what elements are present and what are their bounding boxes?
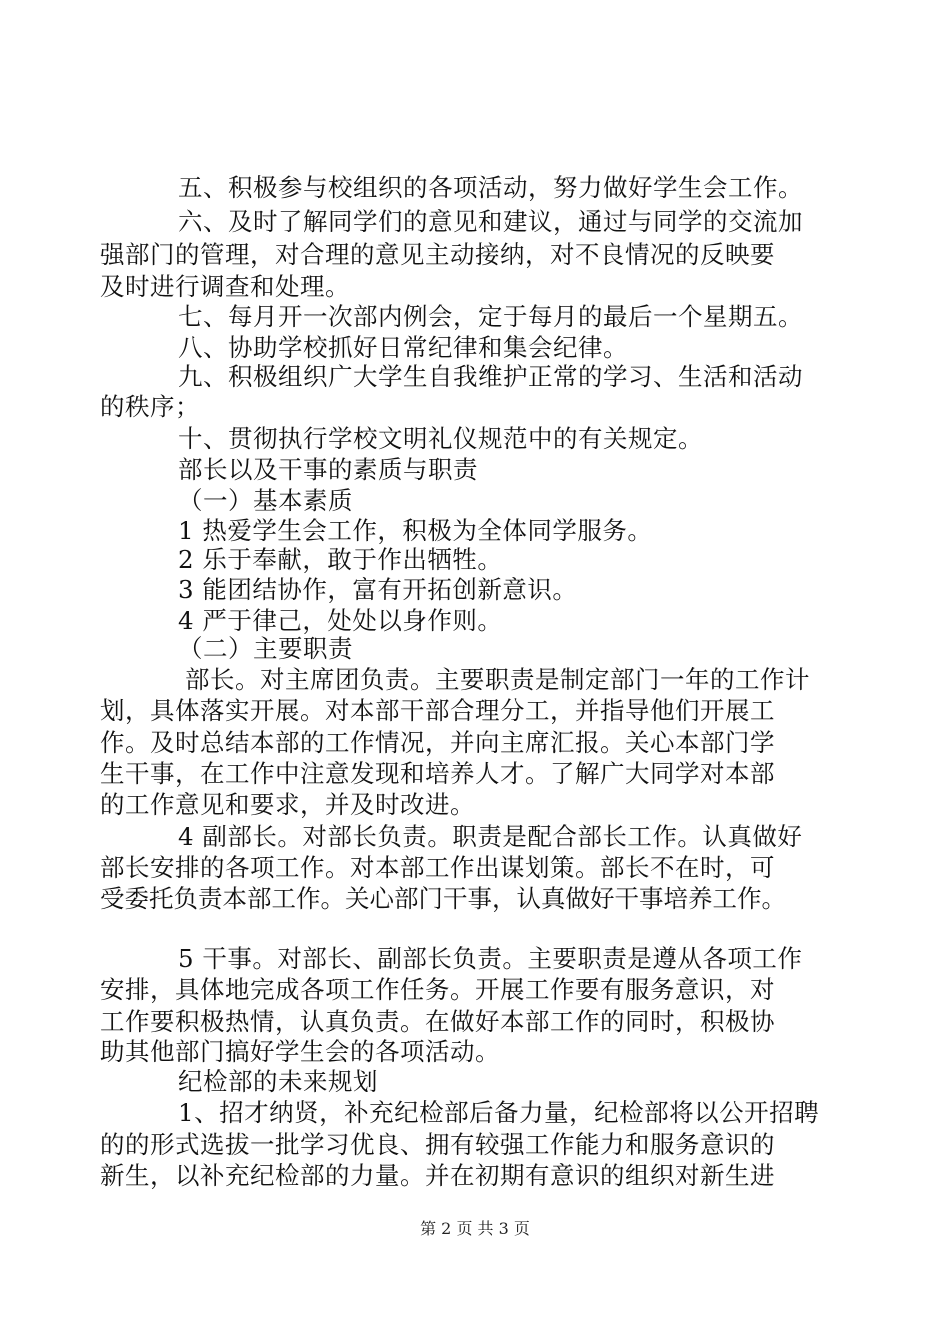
text-line: 五、积极参与校组织的各项活动，努力做好学生会工作。	[178, 173, 803, 202]
section-heading: 部长以及干事的素质与职责	[178, 455, 478, 484]
list-item: 3 能团结协作，富有开拓创新意识。	[178, 575, 578, 604]
page-number-footer: 第 2 页 共 3 页	[420, 1219, 530, 1238]
text-line: 作。及时总结本部的工作情况，并向主席汇报。关心本部门学	[100, 728, 775, 757]
list-item: 4 严于律己，处处以身作则。	[178, 606, 503, 635]
list-item: 2 乐于奉献，敢于作出牺牲。	[178, 545, 503, 574]
text-line: 4 副部长。对部长负责。职责是配合部长工作。认真做好	[178, 822, 803, 851]
subsection-heading: （一）基本素质	[178, 486, 353, 515]
text-line: 的秩序；	[100, 392, 200, 421]
text-line: 六、及时了解同学们的意见和建议，通过与同学的交流加	[178, 207, 803, 236]
text-line: 助其他部门搞好学生会的各项活动。	[100, 1037, 500, 1066]
text-line: 十、贯彻执行学校文明礼仪规范中的有关规定。	[178, 424, 703, 453]
text-line: 九、积极组织广大学生自我维护正常的学习、生活和活动	[178, 362, 803, 391]
text-line: 生干事，在工作中注意发现和培养人才。了解广大同学对本部	[100, 759, 775, 788]
text-line: 新生，以补充纪检部的力量。并在初期有意识的组织对新生进	[100, 1161, 775, 1190]
text-line: 强部门的管理，对合理的意见主动接纳，对不良情况的反映要	[100, 240, 775, 269]
text-line: 受委托负责本部工作。关心部门干事，认真做好干事培养工作。	[100, 884, 786, 913]
text-line: 划，具体落实开展。对本部干部合理分工，并指导他们开展工	[100, 696, 775, 725]
list-item: 1 热爱学生会工作，积极为全体同学服务。	[178, 516, 653, 545]
section-heading: 纪检部的未来规划	[178, 1067, 378, 1096]
text-line: 部长安排的各项工作。对本部工作出谋划策。部长不在时，可	[100, 853, 775, 882]
text-line: 工作要积极热情，认真负责。在做好本部工作的同时，积极协	[100, 1007, 775, 1036]
text-line: 及时进行调查和处理。	[100, 272, 350, 301]
text-line: 的的形式选拔一批学习优良、拥有较强工作能力和服务意识的	[100, 1130, 775, 1159]
text-line: 部长。对主席团负责。主要职责是制定部门一年的工作计	[185, 665, 810, 694]
text-line: 八、协助学校抓好日常纪律和集会纪律。	[178, 333, 628, 362]
text-line: 5 干事。对部长、副部长负责。主要职责是遵从各项工作	[178, 944, 803, 973]
text-line: 安排，具体地完成各项工作任务。开展工作要有服务意识，对	[100, 975, 775, 1004]
text-line: 七、每月开一次部内例会，定于每月的最后一个星期五。	[178, 302, 803, 331]
text-line: 1、招才纳贤，补充纪检部后备力量，纪检部将以公开招聘	[178, 1098, 820, 1127]
text-line: 的工作意见和要求，并及时改进。	[100, 790, 475, 819]
subsection-heading: （二）主要职责	[178, 634, 353, 663]
